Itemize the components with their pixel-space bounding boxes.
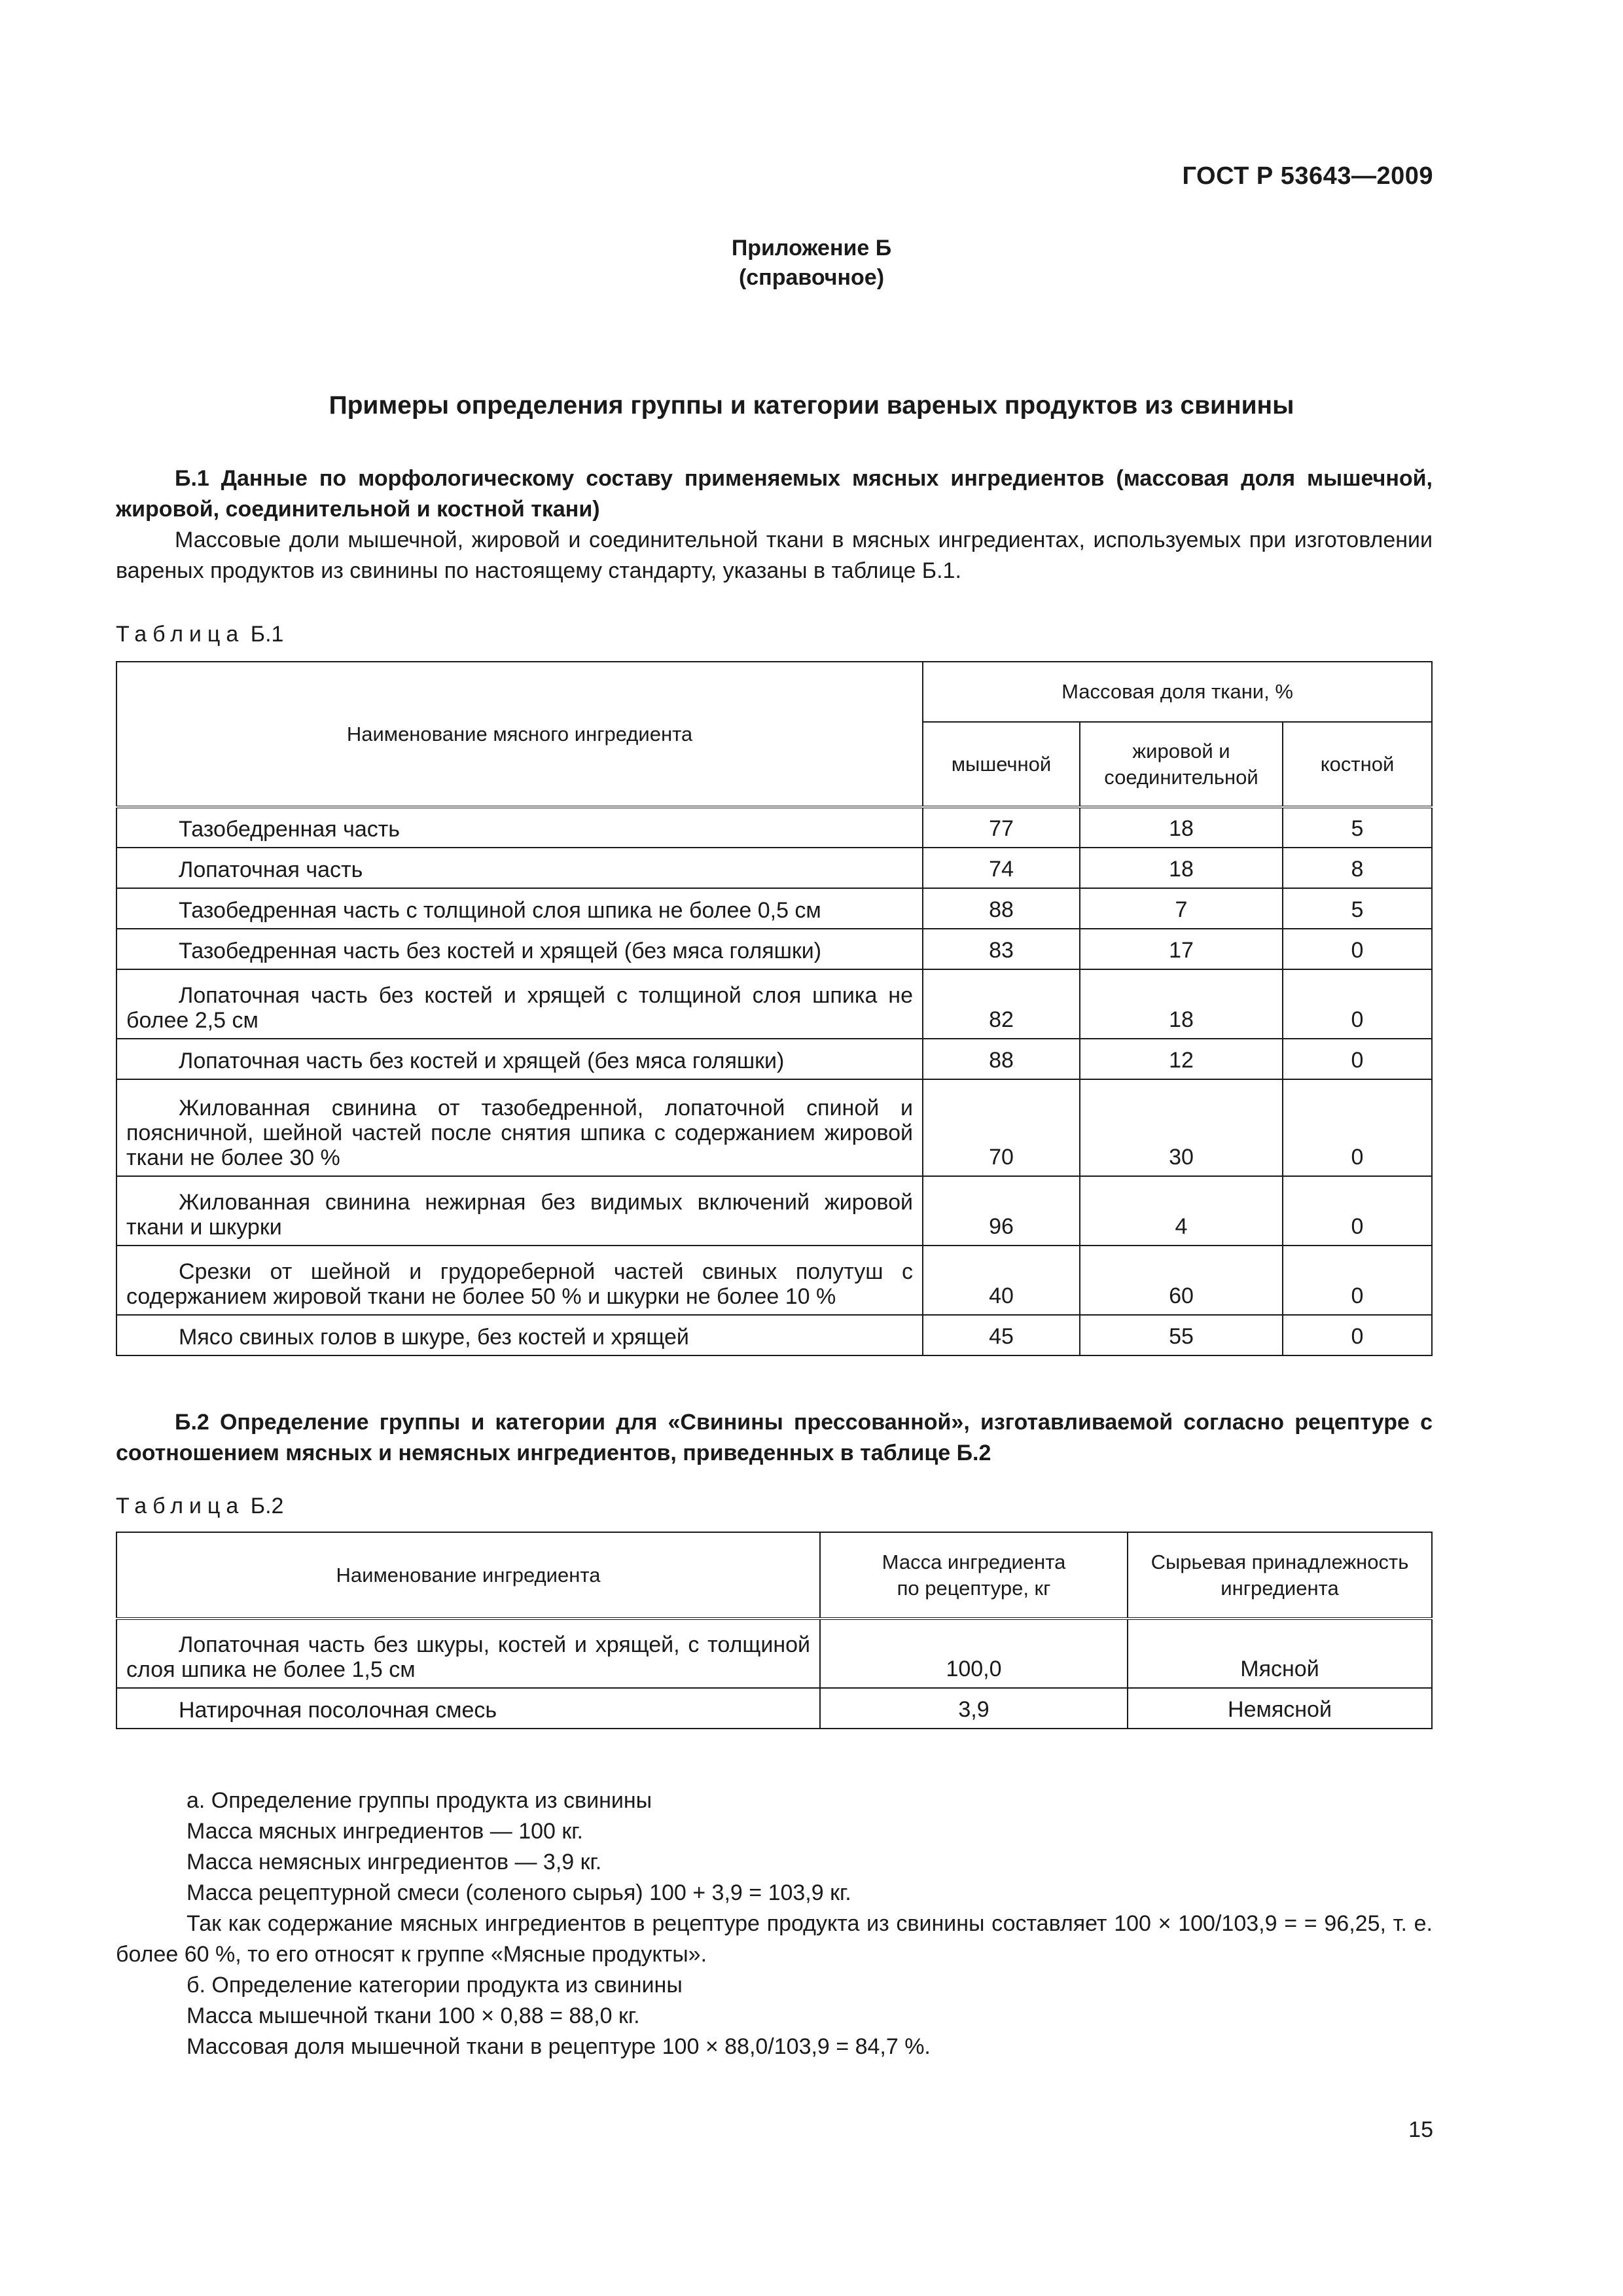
row-bone: 0 — [1283, 1039, 1432, 1079]
row-fat: 17 — [1080, 929, 1283, 969]
table-row — [116, 969, 1432, 1039]
col-header-raw-type-line2: ингредиента — [1221, 1576, 1339, 1600]
table-b1-caption — [116, 622, 283, 647]
row-name: Лопаточная часть — [116, 848, 923, 888]
row-bone: 8 — [1283, 848, 1432, 888]
row-type: Мясной — [1128, 1619, 1432, 1688]
table-row — [116, 1079, 1432, 1176]
row-name: Лопаточная часть без костей и хрящей (без мяса голяшки) — [116, 1039, 923, 1079]
caption-number: Б.2 — [250, 1494, 284, 1518]
section-b1-text: Массовые доли мышечной, жировой и соединительной ткани в мясных ингредиентах, используемых при изготовлении вареных продуктов из свинины по настоящему стандарту, указаны в таблице Б.1. — [116, 528, 1433, 583]
row-bone: 0 — [1283, 1246, 1432, 1315]
table-row — [116, 888, 1432, 929]
row-bone: 0 — [1283, 1079, 1432, 1176]
row-fat: 18 — [1080, 969, 1283, 1039]
col-header-muscle: мышечной — [923, 722, 1080, 807]
col-header-mass-line1: Масса ингредиента — [882, 1550, 1066, 1573]
row-fat: 4 — [1080, 1176, 1283, 1246]
caption-number: Б.1 — [250, 622, 284, 647]
row-fat: 7 — [1080, 888, 1283, 929]
col-header-mass-line2: по рецептуре, кг — [897, 1576, 1051, 1600]
row-name: Лопаточная часть без шкуры, костей и хрящей, с толщиной слоя шпика не более 1,5 см — [116, 1619, 820, 1688]
row-muscle: 77 — [923, 807, 1080, 848]
row-name: Мясо свиных голов в шкуре, без костей и хрящей — [116, 1315, 923, 1355]
calculation-block — [116, 1785, 1433, 2062]
col-header-ingredient-name: Наименование ингредиента — [116, 1532, 820, 1619]
row-mass: 100,0 — [820, 1619, 1128, 1688]
caption-prefix: Таблица — [116, 1494, 245, 1518]
page-number: 15 — [1408, 2117, 1433, 2142]
standard-number: ГОСТ Р 53643—2009 — [1182, 162, 1433, 190]
calc-mix-mass: Масса рецептурной смеси (соленого сырья) 100 + 3,9 = 103,9 кг. — [187, 1880, 851, 1905]
row-muscle: 96 — [923, 1176, 1080, 1246]
row-name: Тазобедренная часть без костей и хрящей (без мяса голяшки) — [116, 929, 923, 969]
row-name: Жилованная свинина от тазобедренной, лопаточной спиной и поясничной, шейной частей после снятия шпика с содержанием жировой ткани не более 30 % — [116, 1079, 923, 1176]
page-title: Примеры определения группы и категории вареных продуктов из свинины — [329, 391, 1294, 420]
row-muscle: 88 — [923, 1039, 1080, 1079]
row-bone: 0 — [1283, 969, 1432, 1039]
section-b1-heading: Б.1 Данные по морфологическому составу применяемых мясных ингредиентов (массовая доля мышечной, жировой, соединительной и костной ткани) — [116, 466, 1433, 522]
row-muscle: 83 — [923, 929, 1080, 969]
col-header-raw-type-line1: Сырьевая принадлежность — [1150, 1550, 1409, 1573]
row-muscle: 88 — [923, 888, 1080, 929]
table-row — [116, 1246, 1432, 1315]
col-header-fat-line2: соединительной — [1104, 765, 1258, 789]
table-row — [116, 1688, 1432, 1729]
row-muscle: 45 — [923, 1315, 1080, 1355]
row-bone: 5 — [1283, 888, 1432, 929]
row-bone: 5 — [1283, 807, 1432, 848]
table-row — [116, 929, 1432, 969]
col-header-fat-line1: жировой и — [1132, 739, 1230, 762]
row-name: Натирочная посолочная смесь — [116, 1688, 820, 1729]
row-fat: 55 — [1080, 1315, 1283, 1355]
row-muscle: 40 — [923, 1246, 1080, 1315]
table-b1 — [116, 661, 1433, 1356]
row-name: Тазобедренная часть с толщиной слоя шпика не более 0,5 см — [116, 888, 923, 929]
row-muscle: 74 — [923, 848, 1080, 888]
annex-title: Приложение Б — [731, 236, 892, 260]
annex-type: (справочное) — [738, 265, 885, 290]
col-header-raw-type — [1128, 1532, 1432, 1619]
row-mass: 3,9 — [820, 1688, 1128, 1729]
col-header-bone: костной — [1283, 722, 1432, 807]
col-header-mass — [820, 1532, 1128, 1619]
row-muscle: 70 — [923, 1079, 1080, 1176]
table-b2-caption — [116, 1494, 283, 1519]
calc-category-title: б. Определение категории продукта из свинины — [187, 1973, 683, 1998]
row-type: Немясной — [1128, 1688, 1432, 1729]
calc-muscle-share: Массовая доля мышечной ткани в рецептуре 100 × 88,0/103,9 = 84,7 %. — [187, 2034, 931, 2059]
row-fat: 12 — [1080, 1039, 1283, 1079]
row-name: Срезки от шейной и грудореберной частей свиных полутуш с содержанием жировой ткани не более 50 % и шкурки не более 10 % — [116, 1246, 923, 1315]
row-fat: 18 — [1080, 848, 1283, 888]
col-header-fat — [1080, 722, 1283, 807]
row-bone: 0 — [1283, 1176, 1432, 1246]
row-name: Жилованная свинина нежирная без видимых включений жировой ткани и шкурки — [116, 1176, 923, 1246]
calc-group-title: а. Определение группы продукта из свинины — [187, 1788, 652, 1813]
table-row — [116, 1176, 1432, 1246]
table-row — [116, 848, 1432, 888]
section-b2-heading: Б.2 Определение группы и категории для «Свинины прессованной», изготавливаемой согласно рецептуре с соотношением мясных и немясных ингредиентов, приведенных в таблице Б.2 — [116, 1410, 1433, 1465]
calc-nonmeat-mass: Масса немясных ингредиентов — 3,9 кг. — [187, 1850, 602, 1874]
caption-prefix: Таблица — [116, 622, 245, 647]
col-header-tissue-share: Массовая доля ткани, % — [923, 662, 1432, 722]
calc-group-result: Так как содержание мясных ингредиентов в рецептуре продукта из свинины составляет 100 × 100/103,9 = = 96,25, т. е. более 60 %, то его относят к группе «Мясные продукты». — [116, 1911, 1433, 1967]
row-muscle: 82 — [923, 969, 1080, 1039]
table-row — [116, 1315, 1432, 1355]
row-fat: 30 — [1080, 1079, 1283, 1176]
row-fat: 18 — [1080, 807, 1283, 848]
row-bone: 0 — [1283, 929, 1432, 969]
calc-meat-mass: Масса мясных ингредиентов — 100 кг. — [187, 1819, 583, 1844]
row-name: Тазобедренная часть — [116, 807, 923, 848]
table-row — [116, 1039, 1432, 1079]
table-row — [116, 807, 1432, 848]
table-b2 — [116, 1532, 1433, 1729]
row-name: Лопаточная часть без костей и хрящей с толщиной слоя шпика не более 2,5 см — [116, 969, 923, 1039]
col-header-ingredient: Наименование мясного ингредиента — [116, 662, 923, 807]
row-fat: 60 — [1080, 1246, 1283, 1315]
table-row — [116, 1619, 1432, 1688]
calc-muscle-mass: Масса мышечной ткани 100 × 0,88 = 88,0 кг. — [187, 2003, 640, 2028]
row-bone: 0 — [1283, 1315, 1432, 1355]
